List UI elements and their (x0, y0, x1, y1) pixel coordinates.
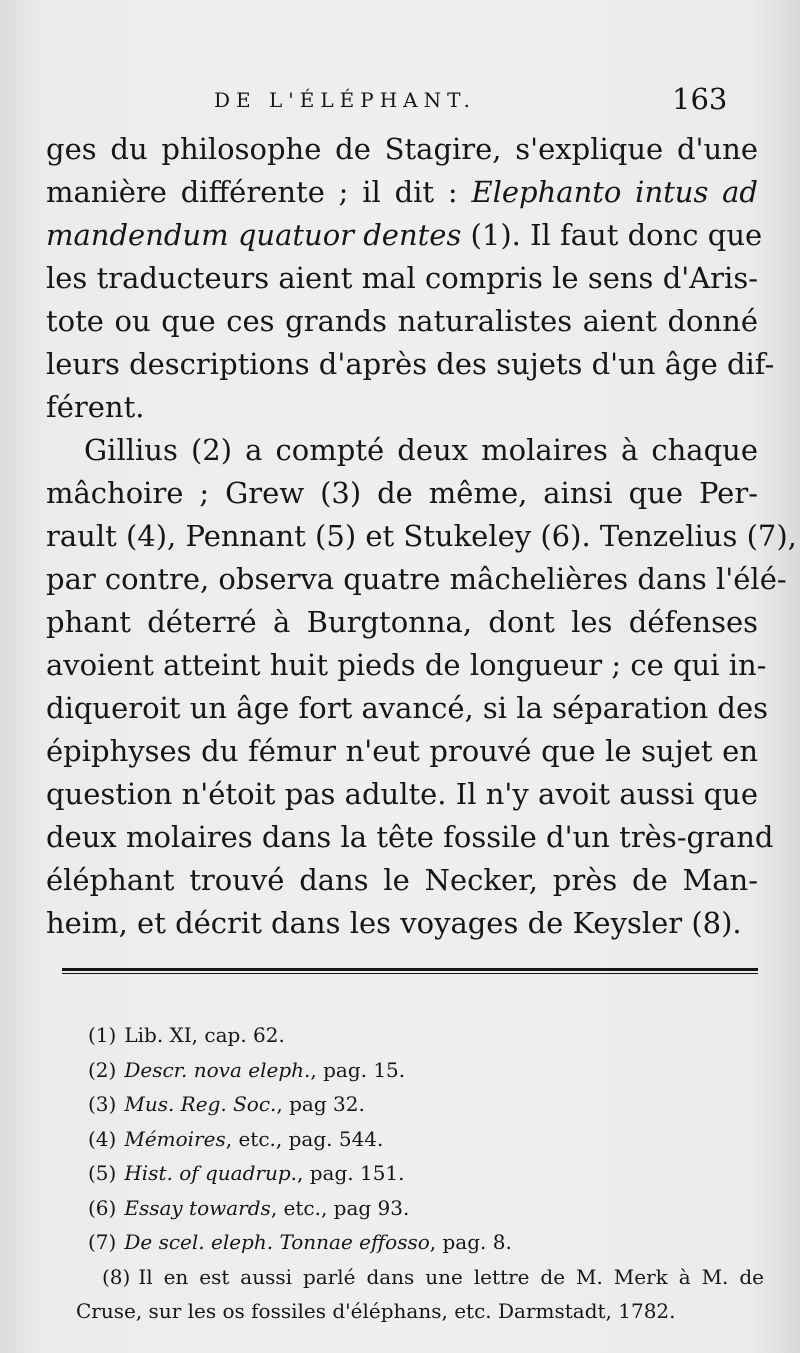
footnotes (0, 1018, 800, 1329)
footnote (0, 1053, 800, 1088)
footnote-ref: (6) (88, 1195, 117, 1220)
footnote (0, 1122, 800, 1157)
text-line (46, 214, 763, 257)
text-line: les traducteurs aient mal compris le sens d'Aris- (46, 261, 758, 295)
italic-phrase: mandendum quatuor dentes (46, 218, 462, 252)
footnote-ref: (4) (88, 1126, 117, 1151)
footnote-title: Mémoires (124, 1126, 226, 1151)
footnote-title: De scel. eleph. Tonnae effosso (124, 1230, 430, 1254)
footnote-ref: (8) (102, 1264, 131, 1289)
footnote-text: , etc., pag 93. (270, 1195, 410, 1220)
body-text (46, 128, 797, 945)
text-line: épiphyses du fémur n'eut prouvé que le sujet en (46, 734, 758, 768)
footnote-continuation (0, 1294, 764, 1329)
text-line: avoient atteint huit pieds de longueur ; ce qui in- (46, 648, 767, 682)
footnote (0, 1225, 800, 1260)
footnote (0, 1156, 800, 1191)
text-line: par contre, observa quatre mâchelières dans l'élé- (46, 562, 787, 596)
footnote (0, 1018, 800, 1053)
text-line: éléphant trouvé dans le Necker, près de Man- (46, 863, 758, 897)
text-line: phant déterré à Burgtonna, dont les défenses (46, 605, 758, 639)
footnote-title: Mus. Reg. Soc. (124, 1092, 277, 1116)
footnote-divider (62, 968, 758, 974)
footnote-text: , etc., pag. 544. (225, 1126, 384, 1151)
text-line: deux molaires dans la tête fossile d'un très-grand (46, 820, 774, 854)
footnote (0, 1260, 764, 1295)
footnote-ref: (2) (88, 1057, 117, 1082)
footnote-text: , pag. 151. (297, 1161, 405, 1185)
footnote-text: Il en est aussi parlé dans une lettre de M. Merk à M. de (138, 1264, 764, 1289)
text-line: tote ou que ces grands naturalistes aient donné (46, 304, 758, 338)
footnote-ref: (5) (88, 1161, 117, 1185)
running-head (0, 82, 800, 122)
footnote-text: Lib. XI, cap. 62. (124, 1023, 285, 1047)
footnote-ref: (7) (88, 1230, 117, 1254)
footnote-title: Essay towards (124, 1195, 271, 1220)
text-line: Gillius (2) a compté deux molaires à chaque (84, 433, 758, 467)
text-fragment: (1). Il faut donc que (461, 218, 763, 252)
text-line: rault (4), Pennant (5) et Stukeley (6). Tenzelius (7), (46, 519, 797, 553)
footnote (0, 1087, 800, 1122)
italic-phrase: Elephanto intus ad (471, 175, 758, 209)
text-line (46, 171, 758, 214)
running-title: DE L'ÉLÉPHANT. (214, 88, 476, 112)
text-line: mâchoire ; Grew (3) de même, ainsi que Per- (46, 476, 758, 510)
footnote-text: , pag 32. (276, 1092, 365, 1116)
footnote-text: Cruse, sur les os fossiles d'éléphans, etc. Darmstadt, 1782. (76, 1299, 676, 1323)
footnote-ref: (3) (88, 1092, 117, 1116)
text-line: diqueroit un âge fort avancé, si la séparation des (46, 691, 769, 725)
text-line: férent. (46, 390, 145, 424)
footnote (0, 1191, 800, 1226)
footnote-text: , pag. 15. (310, 1057, 406, 1082)
footnote-text: , pag. 8. (429, 1230, 512, 1254)
footnote-title: Descr. nova eleph. (124, 1057, 311, 1082)
text-line: question n'étoit pas adulte. Il n'y avoit aussi que (46, 777, 758, 811)
footnote-ref: (1) (88, 1023, 117, 1047)
text-line: heim, et décrit dans les voyages de Keysler (8). (46, 906, 742, 940)
text-line: ges du philosophe de Stagire, s'explique d'une (46, 132, 758, 166)
footnote-title: Hist. of quadrup. (124, 1161, 298, 1185)
text-line: leurs descriptions d'après des sujets d'un âge dif- (46, 347, 775, 381)
text-fragment: manière différente ; il dit : (46, 175, 472, 209)
page-number: 163 (672, 82, 728, 116)
